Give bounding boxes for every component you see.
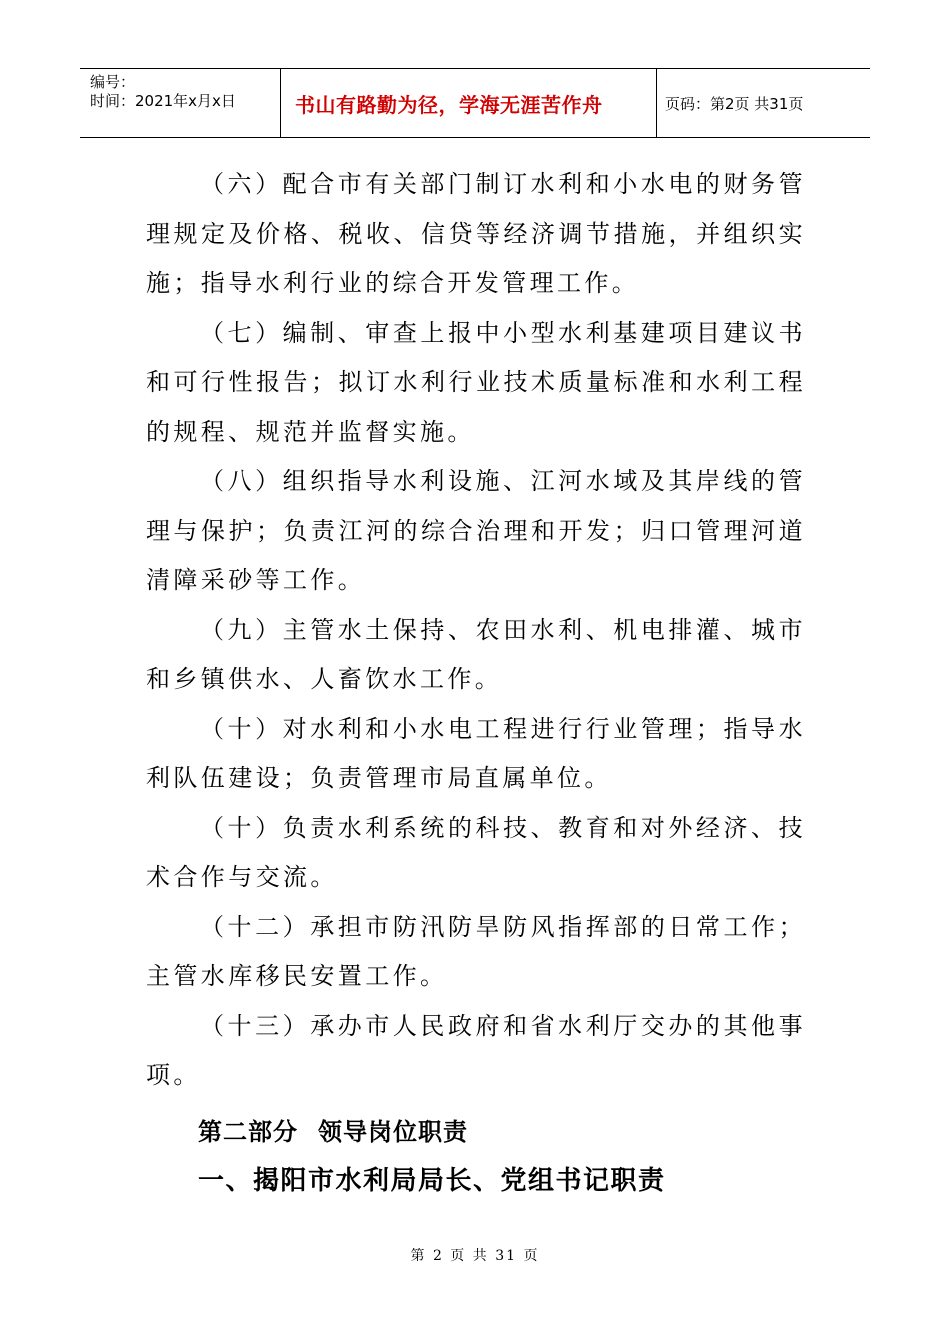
document-body: [146, 160, 806, 1101]
section-title: 领导岗位职责: [318, 1118, 468, 1146]
page-info: 页码：第2页 共31页: [665, 94, 804, 113]
paragraph-11: （十）负责水利系统的科技、教育和对外经济、技术合作与交流。: [146, 813, 806, 891]
section-heading: [198, 1112, 468, 1147]
motto-text: 书山有路勤为径，学海无涯苦作舟: [295, 92, 603, 117]
page-footer: 第 2 页 共 31 页: [410, 1248, 540, 1264]
subsection-heading: 一、揭阳市水利局局长、党组书记职责: [198, 1166, 666, 1196]
time-label: 时间：2021年x月x日: [90, 92, 236, 110]
header-meta: [80, 69, 281, 137]
paragraph-13: （十三）承办市人民政府和省水利厅交办的其他事项。: [146, 1011, 806, 1089]
header-motto-cell: [281, 69, 657, 137]
paragraph-9: （九）主管水土保持、农田水利、机电排灌、城市和乡镇供水、人畜饮水工作。: [146, 615, 806, 693]
number-label: 编号：: [90, 73, 136, 91]
paragraph-12: （十二）承担市防汛防旱防风指挥部的日常工作；主管水库移民安置工作。: [146, 912, 806, 990]
paragraph-7: （七）编制、审查上报中小型水利基建项目建议书和可行性报告；拟订水利行业技术质量标准和水利工程的规程、规范并监督实施。: [146, 318, 806, 446]
page-header: [80, 68, 870, 138]
paragraph-10: （十）对水利和小水电工程进行行业管理；指导水利队伍建设；负责管理市局直属单位。: [146, 714, 806, 792]
paragraph-6: （六）配合市有关部门制订水利和小水电的财务管理规定及价格、税收、信贷等经济调节措施，并组织实施；指导水利行业的综合开发管理工作。: [146, 170, 806, 297]
section-part: 第二部分: [198, 1118, 298, 1146]
header-page-info-cell: [657, 69, 870, 137]
paragraph-8: （八）组织指导水利设施、江河水域及其岸线的管理与保护；负责江河的综合治理和开发；归口管理河道清障采砂等工作。: [146, 467, 806, 594]
